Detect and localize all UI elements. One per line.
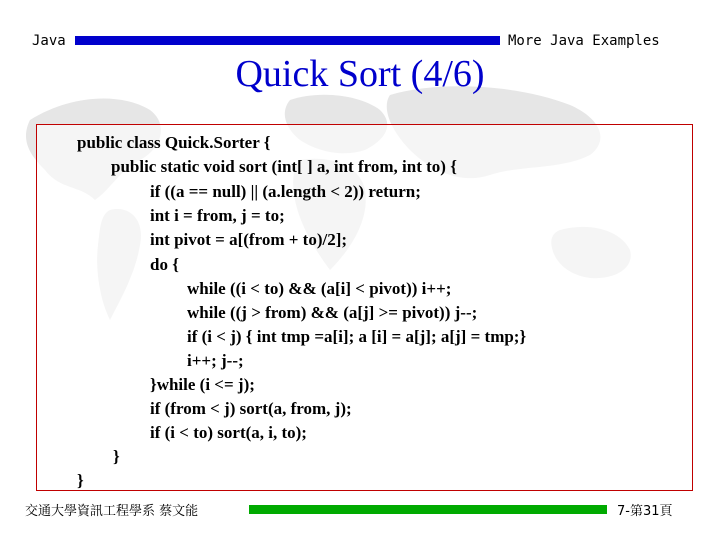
- code-line: }while (i <= j);: [150, 375, 255, 394]
- code-line: while ((j > from) && (a[j] >= pivot)) j--;: [187, 303, 478, 322]
- code-line: }: [77, 471, 84, 490]
- code-line: if (from < j) sort(a, from, j);: [150, 399, 352, 418]
- header-divider-bar: [75, 36, 500, 45]
- header-section-label: More Java Examples: [508, 33, 660, 49]
- code-line: public static void sort (int[ ] a, int from, int to) {: [111, 157, 457, 176]
- footer-author-label: 交通大學資訊工程學系 蔡文能: [25, 504, 199, 519]
- slide-title: Quick Sort (4/6): [235, 53, 485, 95]
- code-line: int i = from, j = to;: [150, 206, 285, 225]
- footer-divider-bar: [249, 505, 607, 514]
- code-line: do {: [150, 255, 179, 274]
- code-line: }: [113, 447, 120, 466]
- header-course-label: Java: [32, 33, 66, 49]
- code-line: public class Quick.Sorter {: [77, 133, 271, 152]
- code-line: int pivot = a[(from + to)/2];: [150, 230, 348, 249]
- code-line: i++; j--;: [187, 351, 244, 370]
- code-line: if (i < to) sort(a, i, to);: [150, 423, 307, 442]
- code-panel: [36, 124, 693, 491]
- code-line: while ((i < to) && (a[i] < pivot)) i++;: [187, 279, 452, 298]
- footer-page-number: 7-第31頁: [617, 504, 673, 519]
- code-line: if (i < j) { int tmp =a[i]; a [i] = a[j]; a[j] = tmp;}: [187, 327, 527, 346]
- code-line: if ((a == null) || (a.length < 2)) return;: [150, 182, 421, 201]
